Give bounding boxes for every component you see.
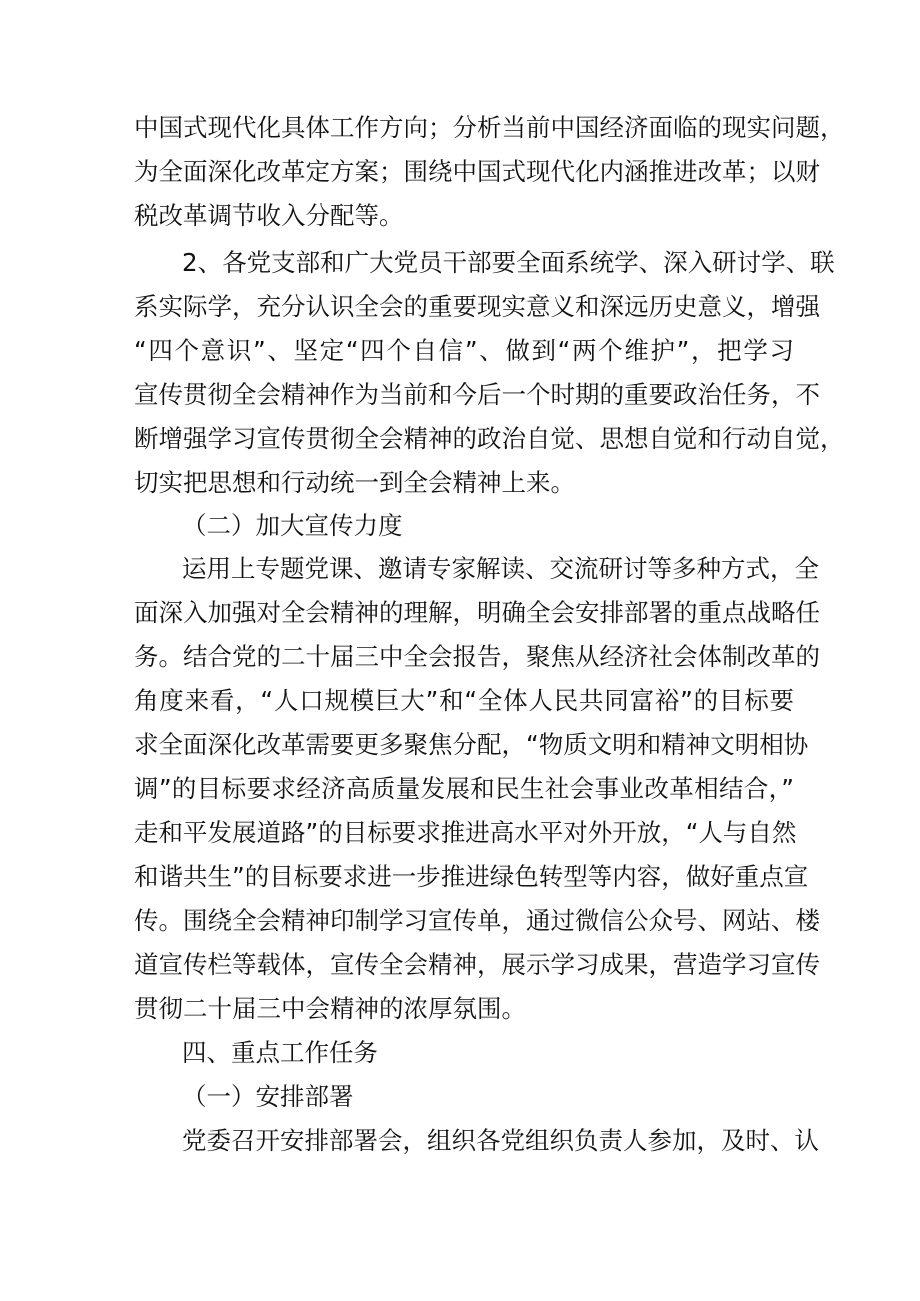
paragraph-line: 和谐共生”的目标要求进一步推进绿色转型等内容，做好重点宣: [134, 862, 809, 891]
paragraph-line: 贯彻二十届三中会精神的浓厚氛围。: [134, 994, 526, 1023]
paragraph-line: 为全面深化改革定方案；围绕中国式现代化内涵推进改革；以财: [134, 157, 820, 186]
paragraph-line: 面深入加强对全会精神的理解，明确全会安排部署的重点战略任: [134, 598, 820, 627]
section-heading: 四、重点工作任务: [182, 1038, 378, 1067]
paragraph-line: 角度来看，“人口规模巨大”和“全体人民共同富裕”的目标要: [134, 686, 794, 715]
subsection-heading: （一）安排部署: [182, 1082, 354, 1111]
paragraph-line: 传。围绕全会精神印制学习宣传单，通过微信公众号、网站、楼: [134, 906, 820, 935]
paragraph-line: 宣传贯彻全会精神作为当前和今后一个时期的重要政治任务，不: [134, 380, 820, 409]
section-heading: （二）加大宣传力度: [182, 511, 403, 540]
paragraph-line: 党委召开安排部署会，组织各党组织负责人参加，及时、认: [182, 1126, 819, 1155]
paragraph-line: 走和平发展道路”的目标要求推进高水平对外开放，“人与自然: [134, 818, 797, 847]
paragraph-line: 系实际学，充分认识全会的重要现实意义和深远历史意义，增强: [134, 292, 820, 321]
paragraph-line: 务。结合党的二十届三中全会报告，聚焦从经济社会体制改革的: [134, 642, 820, 671]
paragraph-line: 求全面深化改革需要更多聚焦分配，“物质文明和精神文明相协: [134, 730, 809, 759]
paragraph-line: “四个意识”、坚定“四个自信”、做到“两个维护”，把学习: [134, 336, 794, 365]
paragraph-line: 税改革调节收入分配等。: [134, 201, 404, 230]
paragraph-line: 调”的目标要求经济高质量发展和民生社会事业改革相结合，”: [134, 774, 794, 803]
paragraph-line: 断增强学习宣传贯彻全会精神的政治自觉、思想自觉和行动自觉，: [134, 424, 845, 453]
paragraph-line: 道宣传栏等载体，宣传全会精神，展示学习成果，营造学习宣传: [134, 950, 820, 979]
paragraph-line: 2、各党支部和广大党员干部要全面系统学、深入研讨学、联: [182, 248, 835, 277]
paragraph-line: 运用上专题党课、邀请专家解读、交流研讨等多种方式，全: [182, 554, 819, 583]
paragraph-line: 中国式现代化具体工作方向；分析当前中国经济面临的现实问题，: [134, 113, 845, 142]
paragraph-line: 切实把思想和行动统一到全会精神上来。: [134, 468, 575, 497]
